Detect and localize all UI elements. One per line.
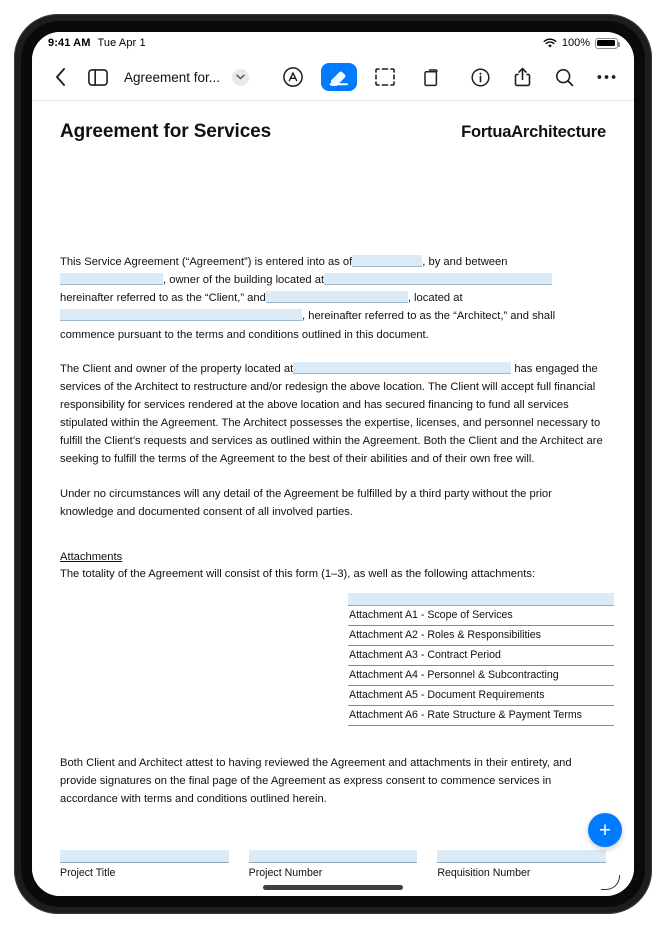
list-item[interactable]: Attachment A2 - Roles & Responsibilities [348, 626, 614, 646]
wifi-icon [543, 38, 557, 49]
sidebar-icon[interactable] [84, 63, 112, 91]
paragraph-2-text-a: The Client and owner of the property located at [60, 362, 294, 375]
info-icon[interactable] [466, 63, 494, 91]
paragraph-1 [60, 253, 606, 344]
app-toolbar [32, 54, 634, 101]
back-button[interactable] [46, 63, 74, 91]
document-scroll-area[interactable] [32, 101, 634, 896]
status-date: Tue Apr 1 [97, 37, 146, 49]
attachments-lead: The totality of the Agreement will consist of this form (1–3), as well as the following attachments: [60, 567, 536, 580]
add-button[interactable]: + [588, 813, 622, 847]
attachments-list [348, 593, 614, 726]
markup-tool-group [275, 63, 449, 91]
architect-name-field-blank[interactable] [266, 291, 408, 303]
battery-percent: 100% [561, 37, 590, 49]
chevron-down-icon[interactable] [232, 69, 249, 86]
party-name-field-blank[interactable] [60, 273, 163, 285]
requisition-number-input[interactable] [437, 850, 606, 863]
list-item[interactable]: Attachment A5 - Document Requirements [348, 686, 614, 706]
project-title-field[interactable] [60, 850, 229, 879]
paragraph-1-text-c: , owner of the building located at [163, 274, 325, 287]
list-item[interactable]: Attachment A1 - Scope of Services [348, 606, 614, 626]
paragraph-2 [60, 360, 606, 469]
list-item[interactable]: Attachment A4 - Personnel & Subcontracting [348, 666, 614, 686]
status-bar [32, 32, 634, 54]
project-number-input[interactable] [249, 850, 418, 863]
list-item[interactable]: Attachment A3 - Contract Period [348, 646, 614, 666]
paragraph-1-text-f: , hereinafter referred to as the “Architect,” and shall commence pursuant to the terms and conditions outlined in this document. [60, 310, 556, 341]
status-time: 9:41 AM [48, 37, 91, 49]
status-bar-right [543, 37, 618, 49]
search-icon[interactable] [550, 63, 578, 91]
company-logo-text: FortuaArchitecture [461, 123, 606, 141]
date-field-blank[interactable] [352, 255, 422, 267]
closing-paragraph: Both Client and Architect attest to having reviewed the Agreement and attachments in their entirety, and provide signatures on the final page of the Agreement as express consent to commence services in accordance with terms and conditions outlined herein. [60, 756, 572, 806]
circle-a-icon[interactable] [275, 63, 311, 91]
paragraph-1-text-d: hereinafter referred to as the “Client,” and [60, 292, 266, 305]
project-title-label: Project Title [60, 867, 116, 879]
paragraph-2-text-b: has engaged the services of the Architect to restructure and/or redesign the above location. The Client will accept full financial responsibility for services rendered at the above location and has secured financing to fund all services stipulated within the Agreement. The Architect possesses the expertise, licenses, and personnel necessary to fulfill the Client’s requests and services as outlined within the Agreement. Both the Client and the Architect are seeking to fulfill the terms of the Agreement to the best of their abilities and of their own free will. [60, 362, 603, 466]
paragraph-1-text-a: This Service Agreement (“Agreement”) is entered into as of [60, 256, 353, 268]
project-number-label: Project Number [248, 867, 323, 879]
document-page [32, 101, 634, 896]
paragraph-1-text-e: , located at [407, 292, 463, 305]
battery-icon [595, 38, 618, 49]
document-title[interactable]: Agreement for... [124, 69, 221, 85]
toolbar-right-group [466, 63, 620, 91]
share-icon[interactable] [508, 63, 536, 91]
device-bezel [21, 21, 645, 907]
tablet-device-frame [14, 14, 652, 914]
screen [32, 32, 634, 896]
crop-select-icon[interactable] [367, 63, 403, 91]
property-address-field-blank[interactable] [293, 362, 511, 374]
attachment-highlight-row[interactable] [348, 593, 614, 606]
status-bar-left [48, 37, 146, 49]
requisition-number-label: Requisition Number [437, 867, 531, 879]
signature-field-row [60, 850, 606, 879]
project-title-input[interactable] [60, 850, 229, 863]
paragraph-3: Under no circumstances will any detail of the Agreement be fulfilled by a third party without the prior knowledge and documented consent of all involved parties. [60, 487, 552, 518]
list-item[interactable]: Attachment A6 - Rate Structure & Payment Terms [348, 706, 614, 726]
document-header [60, 121, 606, 143]
add-page-icon[interactable] [413, 63, 449, 91]
project-number-field[interactable] [249, 850, 418, 879]
architect-address-field-blank[interactable] [60, 309, 302, 321]
ellipsis-icon[interactable] [592, 63, 620, 91]
paragraph-1-text-b: , by and between [422, 256, 508, 268]
building-address-field-blank[interactable] [324, 273, 552, 285]
highlighter-icon[interactable] [321, 63, 357, 91]
home-indicator[interactable] [263, 885, 403, 890]
requisition-number-field[interactable] [437, 850, 606, 879]
page-title: Agreement for Services [60, 121, 272, 142]
attachments-heading: Attachments [60, 550, 123, 563]
